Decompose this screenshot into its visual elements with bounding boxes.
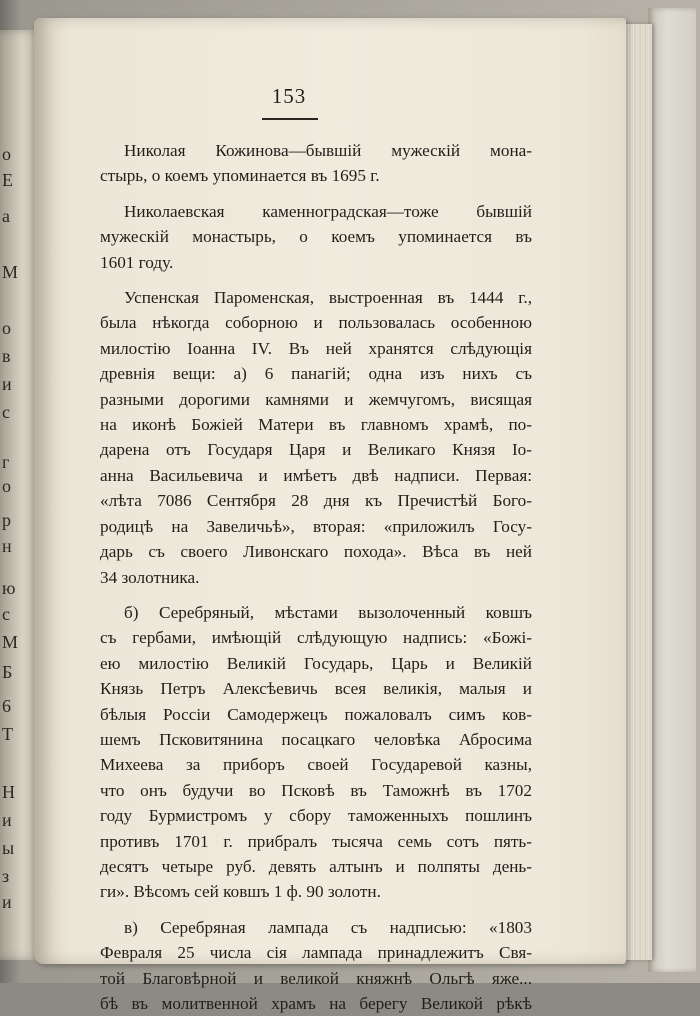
text-line: б) Серебряный, мѣстами вызолоченный ковшъ	[124, 602, 532, 622]
left-page-fragment: ы	[2, 838, 15, 858]
text-line: шемъ Псковитянина посацкаго человѣка Абросима	[100, 729, 532, 749]
text-line: что онъ будучи во Псковѣ въ Таможнѣ въ 1702	[100, 780, 532, 800]
left-page-fragment: о	[2, 144, 12, 164]
left-page-fragment: г	[2, 452, 10, 472]
page-number: 153	[271, 84, 307, 108]
paragraph-lampada	[100, 915, 532, 1016]
text-line: стырь, о коемъ упоминается въ 1695 г.	[100, 166, 380, 186]
left-page-fragment: 6	[2, 696, 12, 716]
left-page-fragment: в	[2, 346, 11, 366]
left-page-fragment: Е	[2, 170, 14, 190]
left-page-fragment: о	[2, 318, 12, 338]
page-edges	[622, 24, 652, 960]
text-line: разными дорогими камнями и жемчугомъ, висящая	[100, 389, 532, 409]
left-page-fragment: Б	[2, 662, 13, 682]
text-line: мужескій монастырь, о коемъ упоминается въ	[100, 227, 532, 247]
text-line: Николаевская каменноградская—тоже бывшій	[124, 201, 532, 221]
left-page-fragment: ю	[2, 578, 16, 598]
left-page-fragment: Н	[2, 782, 16, 802]
text-line: году Бурмистромъ у сбору таможенныхъ пошлинъ	[100, 806, 532, 826]
paragraph-uspenskaya	[100, 285, 532, 590]
left-page-fragment: и	[2, 810, 13, 830]
text-line: десятъ четыре руб. девять алтынъ и полпяты день-	[100, 856, 532, 876]
left-page-fragment: н	[2, 536, 13, 556]
text-line: Михеева за приборъ своей Государевой казны,	[100, 755, 532, 775]
left-page-fragment: и	[2, 374, 13, 394]
left-page-fragment: М	[2, 632, 19, 652]
text-line: Князь Петръ Алексѣевичь всея великія, малыя и	[100, 679, 532, 699]
text-line: в) Серебряная лампада съ надписью: «1803	[124, 917, 532, 937]
left-page-fragment: р	[2, 510, 12, 530]
text-line: на иконѣ Божіей Матери въ главномъ храмѣ, по-	[100, 415, 532, 435]
text-line: Успенская Пароменская, выстроенная въ 1444 г.,	[124, 288, 532, 308]
left-page-fragment: с	[2, 402, 11, 422]
text-line: «лѣта 7086 Сентября 28 дня къ Пречистѣй Бого-	[100, 491, 532, 511]
left-page-fragment: а	[2, 206, 11, 226]
paragraph-nikolaevskaya	[100, 199, 532, 275]
text-line: 1601 году.	[100, 252, 174, 272]
page-body-text	[100, 138, 532, 1016]
text-line: Февраля 25 числа сія лампада принадлежитъ Свя-	[100, 943, 532, 963]
text-line: съ гербами, имѣющій слѣдующую надпись: «Божі-	[100, 628, 532, 648]
text-line: анна Васильевича и имѣетъ двѣ надписи. Первая:	[100, 465, 532, 485]
text-line: древнія вещи: а) 6 панагій; одна изъ нихъ съ	[100, 364, 532, 384]
text-line: дарена отъ Государя Царя и Великаго Князя Іо-	[100, 440, 532, 460]
text-line: противъ 1701 г. прибралъ тысяча семь сотъ пять-	[100, 831, 532, 851]
left-page-fragment: з	[2, 866, 10, 886]
text-line: 34 золотника.	[100, 567, 200, 587]
text-line: той Благовѣрной и великой княжнѣ Ольгѣ яже...	[100, 968, 532, 988]
text-line: дарь съ своего Ливонскаго похода». Вѣса въ ней	[100, 542, 532, 562]
left-page-fragment: Т	[2, 724, 14, 744]
left-page-fragment: М	[2, 262, 19, 282]
text-line: была нѣкогда соборною и пользовалась особенною	[100, 313, 532, 333]
text-line: ги». Вѣсомъ сей ковшъ 1 ф. 90 золотн.	[100, 882, 381, 902]
left-page-fragment: и	[2, 892, 13, 912]
paragraph-nikolaya-kozhinova	[100, 138, 532, 189]
page-number-underline	[262, 118, 318, 120]
left-page-fragment: с	[2, 604, 11, 624]
text-line: родицѣ на Завеличьѣ», вторая: «приложилъ Госу-	[100, 516, 532, 536]
paragraph-kovsh	[100, 600, 532, 905]
text-line: ею милостію Великій Государь, Царь и Великій	[100, 653, 532, 673]
text-line: милостію Іоанна IV. Въ ней хранятся слѣдующія	[100, 338, 532, 358]
text-line: Николая Кожинова—бывшій мужескій мона-	[124, 141, 532, 160]
text-line: бѣ въ молитвенной храмъ на берегу Великой рѣкѣ	[100, 994, 532, 1013]
text-line: бѣлыя Россіи Самодержецъ пожаловалъ симъ ков-	[100, 704, 532, 724]
left-page-fragment: о	[2, 476, 12, 496]
book-cover-edge	[648, 8, 696, 972]
